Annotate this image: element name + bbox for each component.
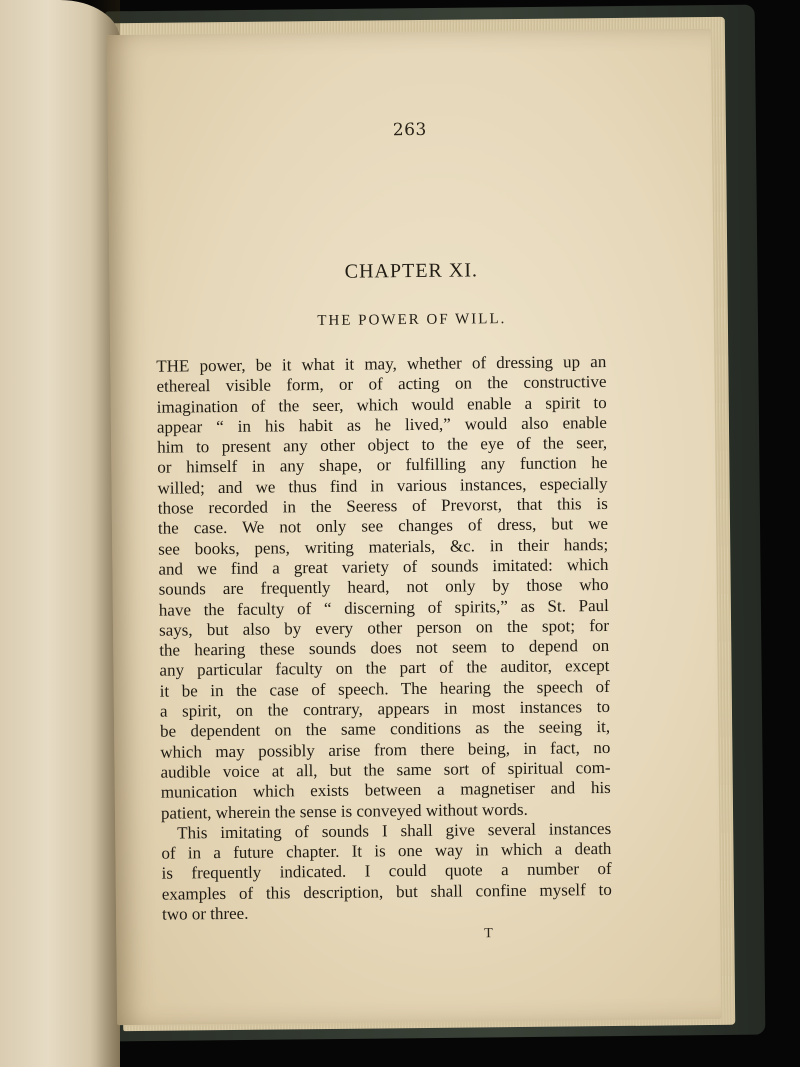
text-line: appear “ in his habit as he lived,” would also enable [156,412,608,437]
chapter-heading: CHAPTER XI. [344,259,479,283]
text-line: munication which exists between a magnetiser and his [160,778,611,802]
text-line: sounds are frequently heard, not only by those who [158,575,609,599]
text-line: any particular faculty on the part of the auditor, except [159,656,610,681]
text-line: those recorded in the Seeress of Prevorst, that this is [157,494,608,518]
text-line: and we find a great variety of sounds imitated: which [158,554,609,579]
text-line: which may possibly arise from there being, in fact, no [160,737,611,762]
text-line: THE power, be it what it may, whether of dressing up an [156,351,607,376]
text-line: or himself in any shape, or fulfilling any function he [157,453,608,478]
text-line: patient, wherein the sense is conveyed without words. [160,799,528,823]
text-line: willed; and we thus find in various instances, especially [157,473,608,498]
text-line: This imitating of sounds I shall give several instances [177,818,612,843]
signature-mark: T [484,926,493,942]
text-line: have the faculty of “ discerning of spirits,” as St. Paul [158,595,609,620]
text-line: ethereal visible form, or of acting on the constructive [156,372,607,396]
book-page [107,29,721,1025]
text-line: a spirit, on the contrary, appears in most instances to [159,697,610,721]
body-text [156,352,612,925]
page-number: 263 [392,119,427,141]
text-line: the case. We not only see changes of dress, but we [157,514,609,539]
chapter-subtitle: THE POWER OF WILL. [317,311,507,330]
text-line: says, but also by every other person on the spot; for [158,615,610,640]
text-line: it be in the case of speech. The hearing the speech of [159,676,610,701]
text-line: of in a future chapter. It is one way in which a death [161,839,612,863]
text-line: audible voice at all, but the same sort of spiritual com- [160,757,611,782]
text-line: be dependent on the same conditions as the seeing it, [160,717,611,742]
text-line: imagination of the seer, which would enable a spirit to [156,392,607,417]
text-line: see books, pens, writing materials, &c. in their hands; [158,534,609,559]
text-line: the hearing these sounds does not seem to depend on [159,636,610,660]
text-line: examples of this description, but shall confine myself to [161,879,612,904]
text-line: him to present any other object to the eye of the seer, [157,433,608,457]
text-line: two or three. [161,903,249,924]
text-line: is frequently indicated. I could quote a number of [161,859,612,884]
left-facing-page [0,0,120,1067]
